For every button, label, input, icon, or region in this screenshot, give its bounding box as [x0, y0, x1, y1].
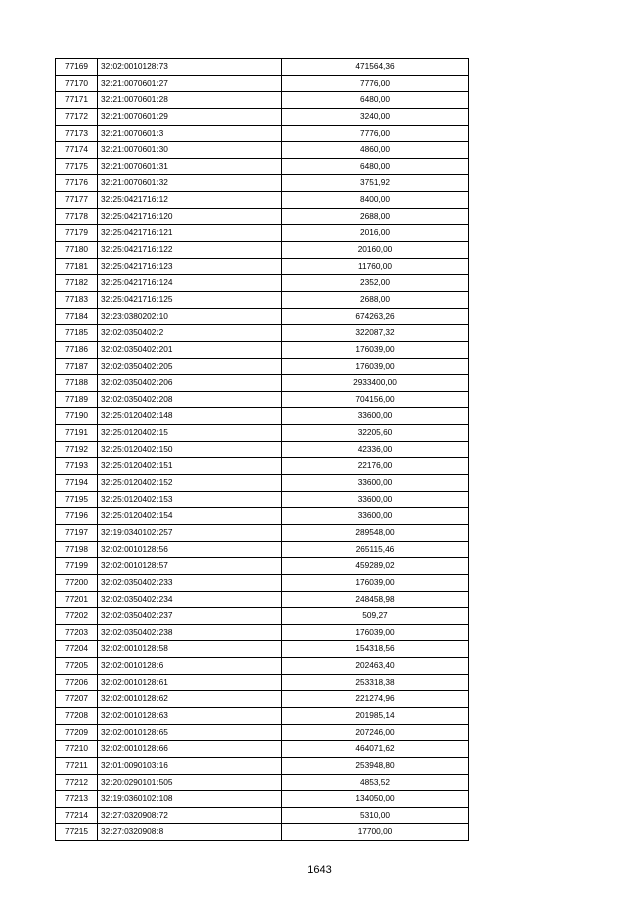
row-number-cell: 77170 — [56, 75, 98, 92]
cadastral-number-cell: 32:25:0421716:12 — [98, 192, 282, 209]
row-number-cell: 77211 — [56, 757, 98, 774]
value-cell: 4860,00 — [282, 142, 469, 159]
value-cell: 253318,38 — [282, 674, 469, 691]
cadastral-number-cell: 32:25:0421716:124 — [98, 275, 282, 292]
table-row — [56, 375, 469, 392]
value-cell: 248458,98 — [282, 591, 469, 608]
table-row — [56, 558, 469, 575]
value-cell: 459289,02 — [282, 558, 469, 575]
row-number-cell: 77179 — [56, 225, 98, 242]
row-number-cell: 77183 — [56, 291, 98, 308]
value-cell: 201985,14 — [282, 707, 469, 724]
value-cell: 176039,00 — [282, 341, 469, 358]
table-row — [56, 458, 469, 475]
table-row — [56, 658, 469, 675]
value-cell: 154318,56 — [282, 641, 469, 658]
value-cell: 5310,00 — [282, 807, 469, 824]
cadastral-number-cell: 32:02:0350402:233 — [98, 574, 282, 591]
cadastral-number-cell: 32:25:0421716:122 — [98, 242, 282, 259]
value-cell: 17700,00 — [282, 824, 469, 841]
value-cell: 6480,00 — [282, 158, 469, 175]
table-row — [56, 524, 469, 541]
row-number-cell: 77173 — [56, 125, 98, 142]
row-number-cell: 77213 — [56, 791, 98, 808]
value-cell: 176039,00 — [282, 358, 469, 375]
table-row — [56, 275, 469, 292]
value-cell: 2688,00 — [282, 208, 469, 225]
cadastral-number-cell: 32:02:0010128:66 — [98, 741, 282, 758]
cadastral-number-cell: 32:19:0360102:108 — [98, 791, 282, 808]
value-cell: 265115,46 — [282, 541, 469, 558]
row-number-cell: 77193 — [56, 458, 98, 475]
row-number-cell: 77187 — [56, 358, 98, 375]
cadastral-value-table — [55, 58, 469, 841]
table-row — [56, 641, 469, 658]
table-row — [56, 691, 469, 708]
row-number-cell: 77177 — [56, 192, 98, 209]
cadastral-number-cell: 32:25:0120402:153 — [98, 491, 282, 508]
value-cell: 2016,00 — [282, 225, 469, 242]
table-row — [56, 225, 469, 242]
cadastral-number-cell: 32:02:0010128:65 — [98, 724, 282, 741]
table-row — [56, 741, 469, 758]
value-cell: 704156,00 — [282, 391, 469, 408]
row-number-cell: 77207 — [56, 691, 98, 708]
table-row — [56, 125, 469, 142]
table-row — [56, 75, 469, 92]
table-row — [56, 242, 469, 259]
cadastral-number-cell: 32:21:0070601:28 — [98, 92, 282, 109]
row-number-cell: 77210 — [56, 741, 98, 758]
cadastral-number-cell: 32:02:0350402:2 — [98, 325, 282, 342]
cadastral-number-cell: 32:25:0421716:121 — [98, 225, 282, 242]
row-number-cell: 77176 — [56, 175, 98, 192]
cadastral-number-cell: 32:02:0010128:6 — [98, 658, 282, 675]
table-row — [56, 208, 469, 225]
value-cell: 2933400,00 — [282, 375, 469, 392]
table-row — [56, 707, 469, 724]
value-cell: 22176,00 — [282, 458, 469, 475]
cadastral-number-cell: 32:25:0120402:152 — [98, 475, 282, 492]
cadastral-number-cell: 32:02:0010128:57 — [98, 558, 282, 575]
table-row — [56, 175, 469, 192]
row-number-cell: 77200 — [56, 574, 98, 591]
value-cell: 134050,00 — [282, 791, 469, 808]
cadastral-number-cell: 32:25:0421716:120 — [98, 208, 282, 225]
value-cell: 176039,00 — [282, 574, 469, 591]
value-cell: 221274,96 — [282, 691, 469, 708]
cadastral-number-cell: 32:02:0350402:206 — [98, 375, 282, 392]
table-row — [56, 508, 469, 525]
cadastral-number-cell: 32:19:0340102:257 — [98, 524, 282, 541]
row-number-cell: 77195 — [56, 491, 98, 508]
cadastral-number-cell: 32:25:0421716:123 — [98, 258, 282, 275]
row-number-cell: 77191 — [56, 425, 98, 442]
cadastral-number-cell: 32:02:0350402:234 — [98, 591, 282, 608]
row-number-cell: 77188 — [56, 375, 98, 392]
table-row — [56, 674, 469, 691]
cadastral-number-cell: 32:21:0070601:31 — [98, 158, 282, 175]
table-row — [56, 391, 469, 408]
row-number-cell: 77204 — [56, 641, 98, 658]
cadastral-number-cell: 32:21:0070601:3 — [98, 125, 282, 142]
cadastral-number-cell: 32:02:0010128:62 — [98, 691, 282, 708]
table-row — [56, 291, 469, 308]
row-number-cell: 77184 — [56, 308, 98, 325]
table-row — [56, 341, 469, 358]
row-number-cell: 77172 — [56, 108, 98, 125]
table-row — [56, 192, 469, 209]
page-number: 1643 — [307, 864, 332, 876]
table-row — [56, 408, 469, 425]
value-cell: 3240,00 — [282, 108, 469, 125]
value-cell: 202463,40 — [282, 658, 469, 675]
value-cell: 253948,80 — [282, 757, 469, 774]
table-row — [56, 358, 469, 375]
cadastral-number-cell: 32:02:0010128:63 — [98, 707, 282, 724]
cadastral-number-cell: 32:02:0350402:205 — [98, 358, 282, 375]
table-row — [56, 791, 469, 808]
row-number-cell: 77190 — [56, 408, 98, 425]
table-body — [56, 59, 469, 841]
cadastral-number-cell: 32:25:0120402:151 — [98, 458, 282, 475]
cadastral-number-cell: 32:02:0350402:238 — [98, 624, 282, 641]
row-number-cell: 77202 — [56, 608, 98, 625]
table-row — [56, 108, 469, 125]
cadastral-number-cell: 32:23:0380202:10 — [98, 308, 282, 325]
cadastral-number-cell: 32:25:0120402:148 — [98, 408, 282, 425]
cadastral-number-cell: 32:25:0120402:150 — [98, 441, 282, 458]
row-number-cell: 77185 — [56, 325, 98, 342]
table-row — [56, 724, 469, 741]
value-cell: 11760,00 — [282, 258, 469, 275]
row-number-cell: 77214 — [56, 807, 98, 824]
cadastral-number-cell: 32:25:0421716:125 — [98, 291, 282, 308]
row-number-cell: 77198 — [56, 541, 98, 558]
cadastral-number-cell: 32:02:0350402:208 — [98, 391, 282, 408]
value-cell: 42336,00 — [282, 441, 469, 458]
cadastral-number-cell: 32:21:0070601:27 — [98, 75, 282, 92]
table-row — [56, 824, 469, 841]
cadastral-number-cell: 32:25:0120402:154 — [98, 508, 282, 525]
row-number-cell: 77196 — [56, 508, 98, 525]
row-number-cell: 77208 — [56, 707, 98, 724]
table-row — [56, 258, 469, 275]
row-number-cell: 77194 — [56, 475, 98, 492]
table-row — [56, 624, 469, 641]
value-cell: 289548,00 — [282, 524, 469, 541]
cadastral-number-cell: 32:02:0010128:58 — [98, 641, 282, 658]
row-number-cell: 77209 — [56, 724, 98, 741]
table-row — [56, 158, 469, 175]
row-number-cell: 77212 — [56, 774, 98, 791]
cadastral-number-cell: 32:02:0010128:61 — [98, 674, 282, 691]
cadastral-number-cell: 32:27:0320908:72 — [98, 807, 282, 824]
row-number-cell: 77175 — [56, 158, 98, 175]
row-number-cell: 77201 — [56, 591, 98, 608]
cadastral-number-cell: 32:02:0350402:237 — [98, 608, 282, 625]
value-cell: 176039,00 — [282, 624, 469, 641]
row-number-cell: 77174 — [56, 142, 98, 159]
value-cell: 7776,00 — [282, 125, 469, 142]
value-cell: 32205,60 — [282, 425, 469, 442]
table-row — [56, 325, 469, 342]
value-cell: 3751,92 — [282, 175, 469, 192]
table-row — [56, 757, 469, 774]
table-row — [56, 441, 469, 458]
table-row — [56, 541, 469, 558]
cadastral-number-cell: 32:02:0010128:73 — [98, 59, 282, 76]
cadastral-number-cell: 32:21:0070601:30 — [98, 142, 282, 159]
cadastral-number-cell: 32:01:0090103:16 — [98, 757, 282, 774]
value-cell: 33600,00 — [282, 491, 469, 508]
row-number-cell: 77192 — [56, 441, 98, 458]
value-cell: 2688,00 — [282, 291, 469, 308]
value-cell: 322087,32 — [282, 325, 469, 342]
value-cell: 33600,00 — [282, 475, 469, 492]
value-cell: 207246,00 — [282, 724, 469, 741]
table-row — [56, 142, 469, 159]
table-row — [56, 807, 469, 824]
row-number-cell: 77178 — [56, 208, 98, 225]
table-row — [56, 574, 469, 591]
value-cell: 8400,00 — [282, 192, 469, 209]
cadastral-number-cell: 32:21:0070601:29 — [98, 108, 282, 125]
value-cell: 33600,00 — [282, 508, 469, 525]
row-number-cell: 77169 — [56, 59, 98, 76]
row-number-cell: 77186 — [56, 341, 98, 358]
row-number-cell: 77215 — [56, 824, 98, 841]
value-cell: 509,27 — [282, 608, 469, 625]
row-number-cell: 77189 — [56, 391, 98, 408]
value-cell: 20160,00 — [282, 242, 469, 259]
table-row — [56, 475, 469, 492]
value-cell: 4853,52 — [282, 774, 469, 791]
table-row — [56, 425, 469, 442]
cadastral-number-cell: 32:02:0350402:201 — [98, 341, 282, 358]
row-number-cell: 77206 — [56, 674, 98, 691]
row-number-cell: 77205 — [56, 658, 98, 675]
value-cell: 471564,36 — [282, 59, 469, 76]
cadastral-number-cell: 32:21:0070601:32 — [98, 175, 282, 192]
cadastral-number-cell: 32:27:0320908:8 — [98, 824, 282, 841]
row-number-cell: 77199 — [56, 558, 98, 575]
row-number-cell: 77180 — [56, 242, 98, 259]
cadastral-number-cell: 32:20:0290101:505 — [98, 774, 282, 791]
table-row — [56, 92, 469, 109]
value-cell: 2352,00 — [282, 275, 469, 292]
table-row — [56, 591, 469, 608]
table-row — [56, 774, 469, 791]
value-cell: 7776,00 — [282, 75, 469, 92]
table-row — [56, 308, 469, 325]
table-row — [56, 608, 469, 625]
row-number-cell: 77182 — [56, 275, 98, 292]
value-cell: 6480,00 — [282, 92, 469, 109]
value-cell: 33600,00 — [282, 408, 469, 425]
row-number-cell: 77181 — [56, 258, 98, 275]
cadastral-number-cell: 32:02:0010128:56 — [98, 541, 282, 558]
row-number-cell: 77203 — [56, 624, 98, 641]
row-number-cell: 77171 — [56, 92, 98, 109]
cadastral-number-cell: 32:25:0120402:15 — [98, 425, 282, 442]
table-row — [56, 491, 469, 508]
table-row — [56, 59, 469, 76]
value-cell: 674263,26 — [282, 308, 469, 325]
row-number-cell: 77197 — [56, 524, 98, 541]
value-cell: 464071,62 — [282, 741, 469, 758]
